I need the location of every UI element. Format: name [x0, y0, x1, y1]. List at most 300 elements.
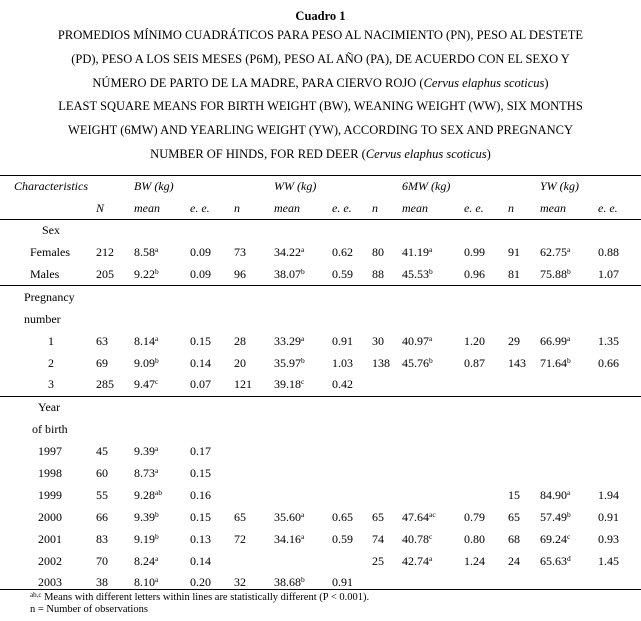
significance-letter: a [429, 333, 433, 343]
significance-letter: a [429, 245, 433, 255]
table-row [0, 242, 641, 264]
mw6-mean-cell: 41.19$^a$ [402, 245, 433, 260]
bw-ee-cell: 0.16 [190, 487, 211, 502]
count-total-cell: 45 [96, 444, 108, 459]
group-label-row [0, 419, 641, 441]
caption-en-line-1: LEAST SQUARE MEANS FOR BIRTH WEIGHT (BW), WEANING WEIGHT (WW), SIX MONTHS [58, 99, 583, 114]
empty-cell [464, 308, 508, 330]
header-row-1 [0, 176, 641, 198]
ww-mean-cell [274, 441, 332, 463]
header-ww: WW (kg) [274, 179, 317, 194]
empty-cell [274, 419, 332, 441]
mw6-mean-cell [402, 374, 464, 396]
bw-ee-cell: 0.09 [190, 267, 211, 281]
bw-ee-cell: 0.07 [190, 377, 211, 392]
header-row-2 [0, 198, 641, 220]
header-mean: mean [274, 201, 300, 216]
empty-cell [402, 308, 464, 330]
header-6mw: 6MW (kg) [402, 179, 451, 194]
empty-cell [508, 419, 540, 441]
empty-cell [372, 286, 402, 308]
header-mean: mean [540, 201, 566, 216]
mw6-mean-cell: 45.76$^b$ [402, 355, 433, 370]
group-label-text: Pregnancy [24, 289, 75, 304]
yw-mean-cell: 57.49$^b$ [540, 509, 571, 524]
row-label: 2003 [38, 575, 62, 590]
yw-mean-cell: 71.64$^b$ [540, 355, 571, 370]
significance-letter: a [429, 553, 433, 563]
significance-letter: ab [155, 487, 163, 497]
ww-ee-cell: 0.65 [332, 509, 353, 524]
significance-letter: b [155, 531, 159, 541]
mw6-n-cell [372, 463, 402, 485]
ww-mean-cell [274, 463, 332, 485]
mw6-n-cell: 30 [372, 333, 384, 348]
row-label: 1998 [38, 466, 62, 481]
footnote-significance: $^{ab,c}$ Means with different letters within lines are statistically different (P < 0.001). [30, 591, 370, 603]
yw-n-cell: 81 [508, 267, 520, 281]
mw6-ee-cell: 1.20 [464, 333, 485, 348]
significance-letter: a [567, 333, 571, 343]
count-total-cell: 83 [96, 531, 108, 546]
mw6-ee-cell: 0.87 [464, 355, 485, 370]
species-name: Cervus elaphus scoticus [423, 75, 545, 90]
count-total-cell: 69 [96, 355, 108, 370]
ww-mean-cell: 33.29$^a$ [274, 333, 305, 348]
yw-n-cell: 24 [508, 553, 520, 568]
yw-ee-cell: 0.91 [598, 509, 619, 524]
empty-cell [134, 419, 190, 441]
yw-n-cell [508, 374, 540, 396]
empty-cell [372, 308, 402, 330]
count-total-cell: 55 [96, 487, 108, 502]
empty-cell [234, 396, 274, 418]
empty-cell [598, 220, 641, 242]
empty-cell [274, 308, 332, 330]
row-group-label [0, 308, 96, 330]
bw-mean-cell: 8.73$^a$ [134, 466, 159, 481]
significance-letter: a [301, 531, 305, 541]
ww-ee-cell: 1.03 [332, 355, 353, 370]
empty-cell [598, 419, 641, 441]
header-ee: e. e. [190, 201, 210, 216]
yw-ee-cell: 1.07 [598, 267, 619, 281]
empty-cell [464, 419, 508, 441]
header-n: n [508, 201, 514, 216]
ww-mean-cell: 38.07$^b$ [274, 267, 305, 281]
empty-cell [598, 396, 641, 418]
row-label: Males [30, 267, 60, 281]
empty-cell [508, 396, 540, 418]
ww-ee-cell [332, 463, 372, 485]
empty-cell [96, 308, 134, 330]
row-label: 1 [48, 333, 54, 348]
table-row [0, 330, 641, 352]
ww-ee-cell: 0.42 [332, 377, 353, 392]
empty-cell [402, 286, 464, 308]
group-label-row [0, 308, 641, 330]
significance-letter: a [567, 245, 571, 255]
header-ee: e. e. [464, 201, 484, 216]
empty-cell [96, 419, 134, 441]
significance-letter: b [301, 575, 305, 585]
significance-letter: c [301, 377, 305, 387]
empty-cell [508, 220, 540, 242]
header-characteristics: Characteristics [14, 179, 88, 194]
ww-mean-cell [274, 484, 332, 506]
species-name: Cervus elaphus scoticus [365, 146, 487, 161]
bw-ee-cell: 0.15 [190, 509, 211, 524]
significance-letter: b [155, 509, 159, 519]
empty-cell [332, 396, 372, 418]
header-ee: e. e. [598, 201, 618, 216]
bw-mean-cell: 8.24$^a$ [134, 553, 159, 568]
table-row [0, 506, 641, 528]
significance-letter: a [155, 333, 159, 343]
ww-n-cell: 96 [234, 267, 246, 281]
yw-ee-cell [598, 441, 641, 463]
significance-letter: c [567, 531, 571, 541]
empty-cell [274, 286, 332, 308]
mw6-n-cell: 25 [372, 553, 384, 568]
significance-letter: c [429, 531, 433, 541]
header-bw: BW (kg) [134, 179, 174, 194]
empty-cell [372, 220, 402, 242]
table-number: Cuadro 1 [295, 9, 346, 23]
ww-mean-cell: 35.97$^b$ [274, 355, 305, 370]
significance-letter: a [301, 245, 305, 255]
empty-cell [332, 308, 372, 330]
significance-letter: b [155, 267, 159, 276]
mw6-mean-cell: 42.74$^a$ [402, 553, 433, 568]
group-label-text: of birth [32, 422, 68, 437]
yw-mean-cell: 66.99$^a$ [540, 333, 571, 348]
table-row [0, 352, 641, 374]
group-label-text: number [24, 311, 61, 326]
empty-cell [96, 220, 134, 242]
header-n: n [234, 201, 240, 216]
ww-n-cell: 20 [234, 355, 246, 370]
significance-letter: b [567, 267, 571, 276]
header-yw: YW (kg) [540, 179, 579, 194]
yw-ee-cell [598, 463, 641, 485]
count-total-cell: 205 [96, 267, 114, 281]
empty-cell [402, 220, 464, 242]
significance-letter: b [429, 267, 433, 276]
ww-n-cell: 32 [234, 575, 246, 590]
header-n-total: N [96, 201, 105, 216]
row-label: Females [30, 245, 70, 260]
mw6-ee-cell [464, 484, 508, 506]
header-ee: e. e. [332, 201, 352, 216]
table-row [0, 528, 641, 550]
header-n: n [372, 201, 378, 216]
yw-mean-cell [540, 463, 598, 485]
mw6-n-cell: 74 [372, 531, 384, 546]
table-row [0, 264, 641, 286]
yw-mean-cell [540, 441, 598, 463]
caption-en-line-3: NUMBER OF HINDS, FOR RED DEER (Cervus elaphus scoticus) [150, 146, 491, 161]
mw6-n-cell: 80 [372, 245, 384, 260]
yw-mean-cell: 62.75$^a$ [540, 245, 571, 260]
bw-mean-cell: 8.14$^a$ [134, 333, 159, 348]
bw-mean-cell: 9.19$^b$ [134, 531, 159, 546]
ww-n-cell: 65 [234, 509, 246, 524]
group-label-row [0, 396, 641, 418]
mw6-ee-cell [464, 463, 508, 485]
group-label-row [0, 220, 641, 242]
mw6-n-cell [372, 572, 402, 594]
row-group-label [0, 220, 96, 242]
yw-ee-cell: 0.88 [598, 245, 619, 260]
empty-cell [134, 220, 190, 242]
empty-cell [540, 308, 598, 330]
significance-letter: ac [429, 509, 436, 519]
empty-cell [234, 419, 274, 441]
ww-ee-cell [332, 441, 372, 463]
bw-mean-cell: 9.39$^a$ [134, 444, 159, 459]
significance-letter: b [301, 355, 305, 365]
significance-letter: b [567, 509, 571, 519]
empty-cell [540, 396, 598, 418]
yw-mean-cell [540, 374, 598, 396]
significance-letter: a [155, 444, 159, 454]
empty-cell [332, 286, 372, 308]
bw-ee-cell: 0.14 [190, 553, 211, 568]
significance-letter: a [155, 553, 159, 563]
yw-n-cell: 91 [508, 245, 520, 260]
empty-cell [134, 396, 190, 418]
bw-ee-cell: 0.13 [190, 531, 211, 546]
mw6-n-cell: 88 [372, 267, 384, 281]
empty-cell [402, 396, 464, 418]
ww-n-cell: 73 [234, 245, 246, 260]
yw-mean-cell [540, 572, 598, 594]
bw-ee-cell: 0.20 [190, 575, 211, 590]
row-label: 2001 [38, 531, 62, 546]
ww-mean-cell: 39.18$^c$ [274, 377, 305, 392]
mw6-n-cell [372, 374, 402, 396]
empty-cell [274, 396, 332, 418]
significance-letter: c [155, 377, 159, 387]
caption-es-line-2: (PD), PESO A LOS SEIS MESES (P6M), PESO AL AÑO (PA), DE ACUERDO CON EL SEXO Y [71, 51, 570, 66]
ww-n-cell: 72 [234, 531, 246, 546]
row-label: 2000 [38, 509, 62, 524]
empty-cell [372, 419, 402, 441]
header-mean: mean [134, 201, 160, 216]
mw6-mean-cell [402, 441, 464, 463]
empty-cell [234, 308, 274, 330]
empty-cell [540, 220, 598, 242]
count-total-cell: 60 [96, 466, 108, 481]
table-row [0, 484, 641, 506]
caption-en-line-2: WEIGHT (6MW) AND YEARLING WEIGHT (YW), ACCORDING TO SEX AND PREGNANCY [68, 123, 573, 138]
significance-letter: a [155, 466, 159, 476]
yw-n-cell [508, 441, 540, 463]
bw-ee-cell: 0.15 [190, 333, 211, 348]
bw-mean-cell: 9.47$^c$ [134, 377, 159, 392]
yw-ee-cell: 1.45 [598, 553, 619, 568]
empty-cell [190, 308, 234, 330]
group-label-text: Year [38, 400, 61, 415]
ww-n-cell: 121 [234, 377, 252, 392]
row-label: 2002 [38, 553, 62, 568]
yw-n-cell: 15 [508, 487, 520, 502]
empty-cell [598, 308, 641, 330]
significance-letter: a [567, 487, 571, 497]
table-row [0, 572, 641, 594]
count-total-cell: 66 [96, 509, 108, 524]
mw6-mean-cell: 45.53$^b$ [402, 267, 433, 281]
yw-mean-cell: 84.90$^a$ [540, 487, 571, 502]
yw-ee-cell [598, 572, 641, 594]
ww-ee-cell [332, 550, 372, 572]
empty-cell [190, 396, 234, 418]
header-mean: mean [402, 201, 428, 216]
table-caption [0, 8, 641, 167]
empty-cell [332, 220, 372, 242]
ww-ee-cell: 0.91 [332, 575, 353, 590]
significance-letter: b [567, 355, 571, 365]
empty-cell [598, 286, 641, 308]
significance-letter: a [155, 245, 159, 255]
mw6-n-cell: 65 [372, 509, 384, 524]
table-row [0, 441, 641, 463]
empty-cell [96, 396, 134, 418]
mw6-ee-cell [464, 441, 508, 463]
empty-cell [508, 286, 540, 308]
mw6-mean-cell [402, 572, 464, 594]
significance-letter: b [301, 267, 305, 276]
empty-cell [402, 419, 464, 441]
row-group-label [0, 419, 96, 441]
ww-n-cell: 28 [234, 333, 246, 348]
ww-mean-cell: 35.60$^a$ [274, 509, 305, 524]
ww-n-cell [234, 484, 274, 506]
empty-cell [234, 286, 274, 308]
bw-mean-cell: 9.28$^{ab}$ [134, 487, 163, 502]
ww-n-cell [234, 550, 274, 572]
yw-ee-cell: 0.66 [598, 355, 619, 370]
empty-cell [274, 220, 332, 242]
empty-cell [464, 396, 508, 418]
empty-cell [464, 286, 508, 308]
significance-letter: a [301, 509, 305, 519]
bw-ee-cell: 0.17 [190, 444, 211, 459]
mw6-n-cell [372, 484, 402, 506]
yw-mean-cell: 75.88$^b$ [540, 267, 571, 281]
count-total-cell: 63 [96, 333, 108, 348]
ww-ee-cell: 0.62 [332, 245, 353, 260]
empty-cell [464, 220, 508, 242]
footnote-n: n = Number of observations [30, 604, 148, 615]
group-label-text: Sex [42, 223, 60, 238]
table-body [0, 220, 641, 594]
significance-letter: a [155, 575, 159, 585]
empty-cell [134, 286, 190, 308]
yw-n-cell: 143 [508, 355, 526, 370]
significance-letter: d [567, 553, 571, 563]
yw-n-cell [508, 463, 540, 485]
yw-mean-cell: 69.24$^c$ [540, 531, 571, 546]
ww-mean-cell: 34.22$^a$ [274, 245, 305, 260]
mw6-n-cell: 138 [372, 355, 390, 370]
mw6-ee-cell: 0.80 [464, 531, 485, 546]
bw-ee-cell: 0.15 [190, 466, 211, 481]
ww-mean-cell: 38.68$^b$ [274, 575, 305, 590]
ww-mean-cell [274, 550, 332, 572]
yw-n-cell: 29 [508, 333, 520, 348]
mw6-ee-cell [464, 572, 508, 594]
mw6-mean-cell: 40.97$^a$ [402, 333, 433, 348]
bw-mean-cell: 8.10$^a$ [134, 575, 159, 590]
caption-es-line-3: NÚMERO DE PARTO DE LA MADRE, PARA CIERVO ROJO (Cervus elaphus scoticus) [92, 75, 549, 90]
ww-ee-cell: 0.59 [332, 267, 353, 281]
bw-ee-cell: 0.14 [190, 355, 211, 370]
yw-ee-cell: 1.35 [598, 333, 619, 348]
yw-ee-cell: 1.94 [598, 487, 619, 502]
mw6-mean-cell: 47.64$^{ac}$ [402, 509, 436, 524]
row-label: 1999 [38, 487, 62, 502]
significance-letter: b [429, 355, 433, 365]
empty-cell [190, 286, 234, 308]
yw-ee-cell [598, 374, 641, 396]
yw-ee-cell: 0.93 [598, 531, 619, 546]
table-row [0, 374, 641, 396]
row-label: 1997 [38, 444, 62, 459]
empty-cell [96, 286, 134, 308]
empty-cell [190, 220, 234, 242]
bw-mean-cell: 8.58$^a$ [134, 245, 159, 260]
mw6-ee-cell: 0.99 [464, 245, 485, 260]
mw6-mean-cell [402, 463, 464, 485]
empty-cell [540, 419, 598, 441]
bw-mean-cell: 9.22$^b$ [134, 267, 159, 281]
data-table [0, 176, 641, 594]
yw-n-cell: 68 [508, 531, 520, 546]
empty-cell [332, 419, 372, 441]
ww-mean-cell: 34.16$^a$ [274, 531, 305, 546]
mw6-mean-cell [402, 484, 464, 506]
mw6-ee-cell: 0.96 [464, 267, 485, 281]
ww-ee-cell: 0.91 [332, 333, 353, 348]
empty-cell [372, 396, 402, 418]
row-label: 3 [48, 377, 54, 392]
ww-ee-cell [332, 484, 372, 506]
empty-cell [134, 308, 190, 330]
count-total-cell: 285 [96, 377, 114, 392]
table-row [0, 550, 641, 572]
empty-cell [508, 308, 540, 330]
mw6-n-cell [372, 441, 402, 463]
mw6-mean-cell: 40.78$^c$ [402, 531, 433, 546]
mw6-ee-cell: 0.79 [464, 509, 485, 524]
row-group-label [0, 286, 96, 308]
count-total-cell: 38 [96, 575, 108, 590]
ww-n-cell [234, 463, 274, 485]
bw-mean-cell: 9.39$^b$ [134, 509, 159, 524]
empty-cell [234, 220, 274, 242]
count-total-cell: 70 [96, 553, 108, 568]
count-total-cell: 212 [96, 245, 114, 260]
row-label: 2 [48, 355, 54, 370]
mw6-ee-cell: 1.24 [464, 553, 485, 568]
mw6-ee-cell [464, 374, 508, 396]
bw-ee-cell: 0.09 [190, 245, 211, 260]
yw-mean-cell: 65.63$^d$ [540, 553, 571, 568]
empty-cell [540, 286, 598, 308]
significance-letter: b [155, 355, 159, 365]
